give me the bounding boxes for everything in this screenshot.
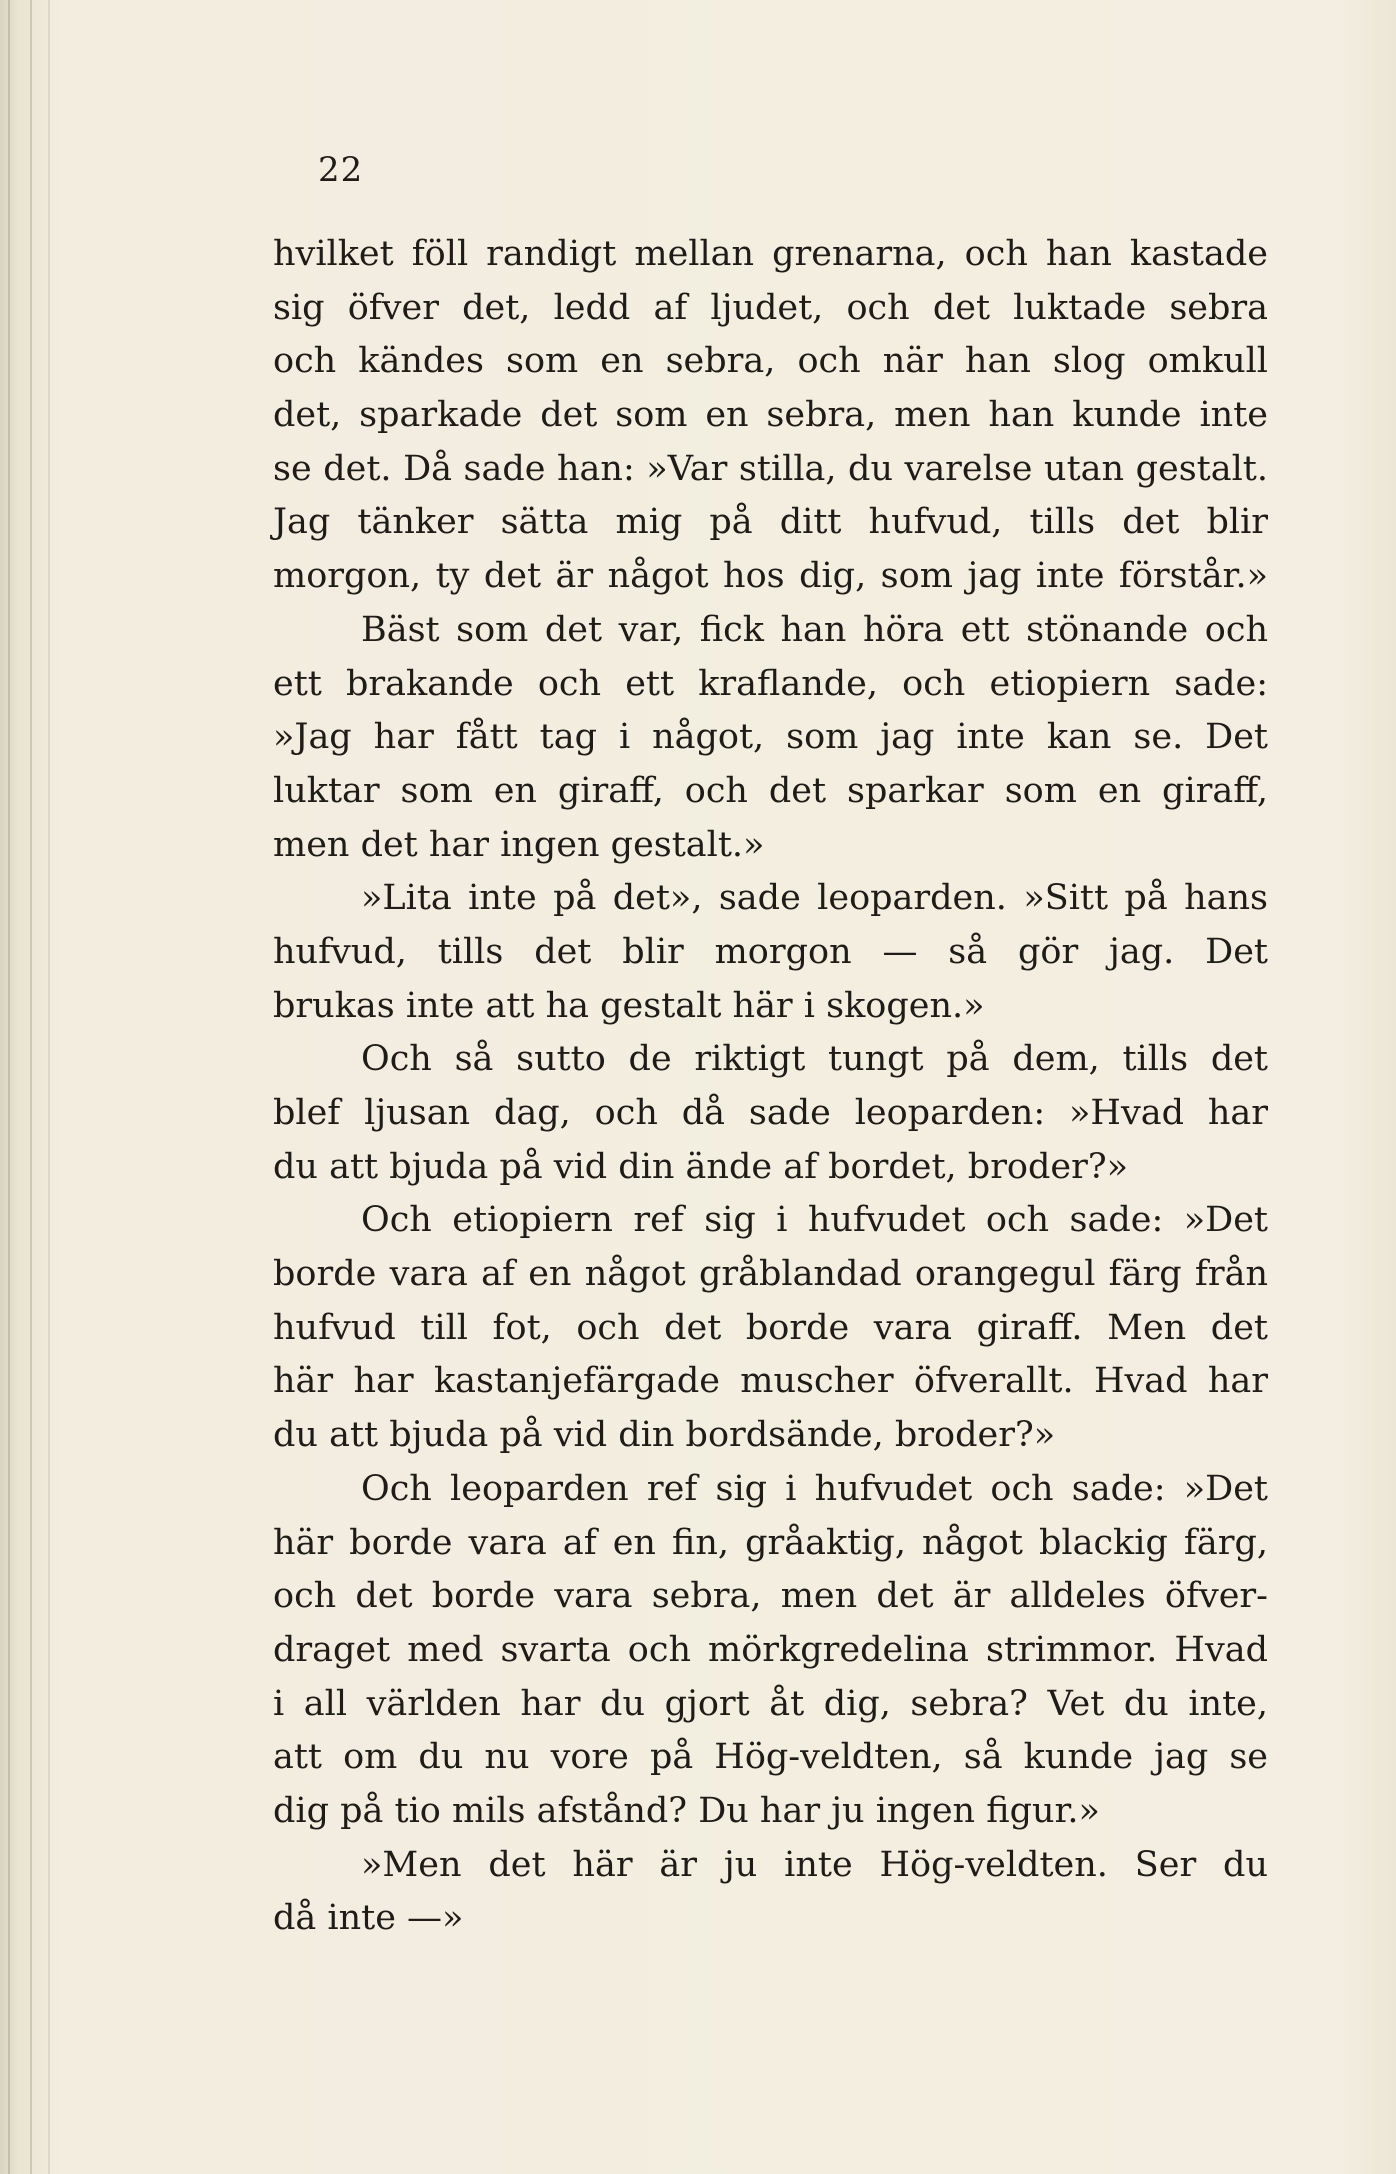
text-line: blef ljusan dag, och då sade leoparden: »Hvad har [273, 1093, 1268, 1133]
text-line: och det borde vara sebra, men det är alldeles öfver- [273, 1576, 1268, 1617]
text-line: borde vara af en något gråblandad orangegul färg från [273, 1254, 1268, 1295]
text-line: det, sparkade det som en sebra, men han kunde inte [273, 395, 1268, 436]
text-line: hufvud, tills det blir morgon — så gör jag. Det [273, 931, 1268, 972]
text-line: i all världen har du gjort åt dig, sebra? Vet du inte, [273, 1683, 1268, 1724]
text-line: draget med svarta och mörkgredelina strimmor. Hvad [273, 1629, 1268, 1670]
text-line: och kändes som en sebra, och när han slog omkull [273, 341, 1268, 382]
body-text [273, 228, 1268, 1946]
text-line: hufvud till fot, och det borde vara giraff. Men det [273, 1307, 1268, 1348]
text-line: »Lita inte på det», sade leoparden. »Sitt på hans [361, 878, 1268, 919]
text-line: brukas inte att ha gestalt här i skogen.» [273, 985, 985, 1026]
text-line: Och så sutto de riktigt tungt på dem, tills det [361, 1039, 1268, 1080]
text-line: du att bjuda på vid din ände af bordet, broder?» [273, 1146, 1129, 1187]
text-line: Och etiopiern ref sig i hufvudet och sade: »Det [361, 1200, 1268, 1241]
text-line: att om du nu vore på Hög-veldten, så kunde jag se [273, 1737, 1268, 1778]
binding-edge-line [8, 0, 10, 2174]
page-number: 22 [318, 150, 364, 190]
text-line: du att bjuda på vid din bordsände, broder?» [273, 1415, 1056, 1456]
binding-edge-line [48, 0, 50, 2174]
text-line: Och leoparden ref sig i hufvudet och sade: »Det [361, 1468, 1268, 1509]
text-line: sig öfver det, ledd af ljudet, och det luktade sebra [273, 287, 1268, 328]
binding-edge-line [30, 0, 32, 2174]
text-line: morgon, ty det är något hos dig, som jag inte förstår.» [273, 556, 1268, 597]
text-line: Jag tänker sätta mig på ditt hufvud, tills det blir [273, 502, 1268, 543]
text-line: se det. Då sade han: »Var stilla, du varelse utan gestalt. [273, 448, 1268, 489]
text-line: dig på tio mils afstånd? Du har ju ingen figur.» [273, 1790, 1100, 1831]
text-line: ett brakande och ett kraflande, och etiopiern sade: [273, 663, 1268, 704]
text-line: då inte —» [273, 1898, 464, 1939]
text-line: Bäst som det var, fick han höra ett stönande och [361, 609, 1268, 650]
text-line: här har kastanjefärgade muscher öfverallt. Hvad har [273, 1361, 1268, 1402]
text-line: »Men det här är ju inte Hög-veldten. Ser du [361, 1844, 1268, 1885]
text-line: luktar som en giraff, och det sparkar som en giraff, [273, 770, 1268, 811]
text-line: hvilket föll randigt mellan grenarna, och han kastade [273, 234, 1268, 274]
text-line: »Jag har fått tag i något, som jag inte kan se. Det [273, 717, 1268, 758]
text-line: här borde vara af en fin, gråaktig, något blackig färg, [273, 1522, 1268, 1563]
text-line: men det har ingen gestalt.» [273, 824, 765, 865]
